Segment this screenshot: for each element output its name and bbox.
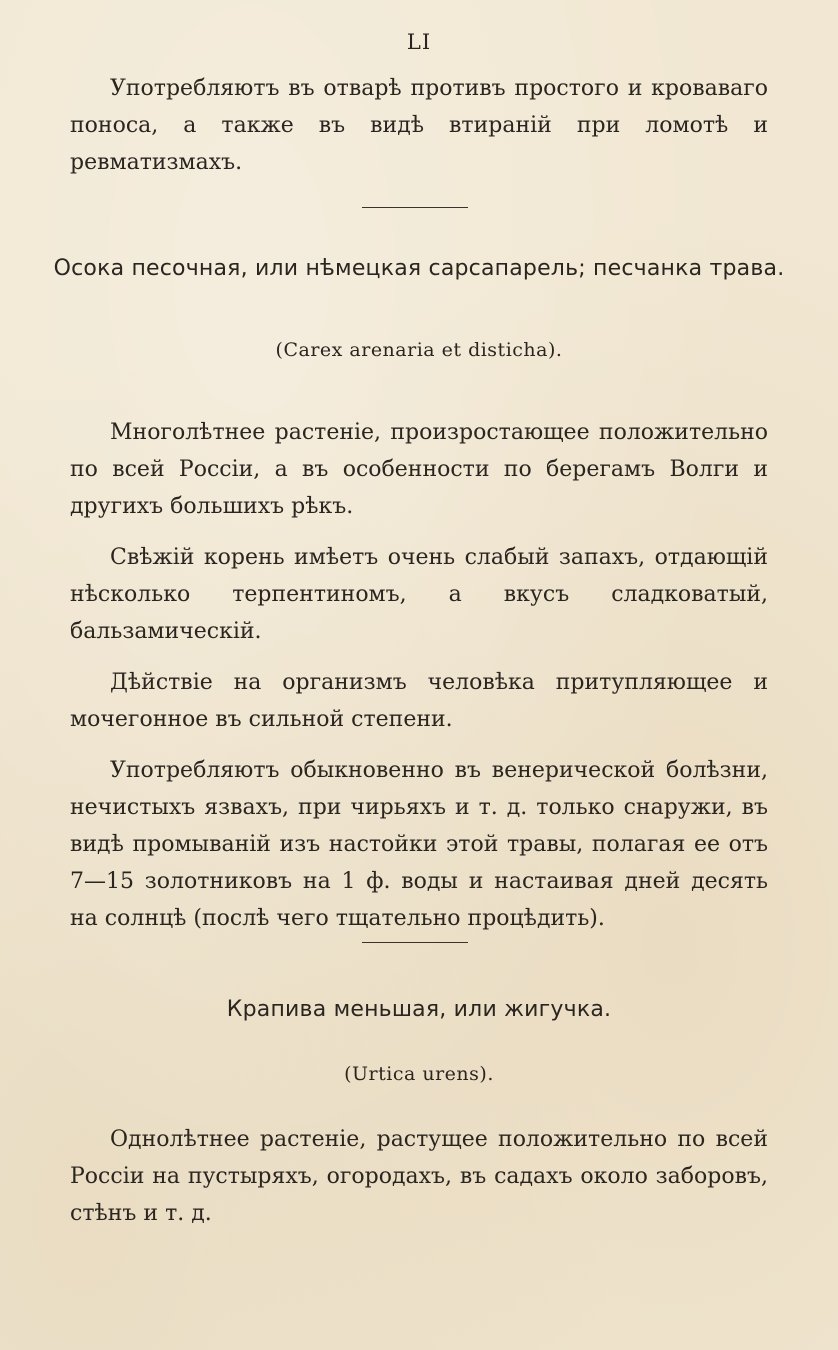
latin-name-urtica: (Urtica urens). (344, 1063, 494, 1085)
paragraph: Употребляютъ обыкновенно въ венерической болѣзни, нечистыхъ язвахъ, при чирьяхъ и т. д. только снаружи, въ видѣ промываній изъ настойки этой травы, полагая ее отъ 7—15 золотниковъ на 1 ф. воды и настаивая дней десять на солнцѣ (послѣ чего тщательно процѣдить). (70, 758, 768, 931)
section-divider (362, 207, 468, 208)
latin-name-carex: (Carex arenaria et disticha). (275, 339, 563, 361)
paragraph: Свѣжій корень имѣетъ очень слабый запахъ, отдающій нѣсколько терпентиномъ, а вкусъ сладковатый, бальзамическій. (70, 545, 768, 644)
paragraph: Дѣйствіе на организмъ человѣка притупляющее и мочегонное въ сильной степени. (70, 670, 768, 732)
section-title-carex: Осока песочная, или нѣмецкая сарсапарель; песчанка трава. (53, 256, 785, 281)
intro-paragraph-block (70, 70, 768, 181)
intro-paragraph: Употребляютъ въ отварѣ противъ простого и кроваваго поноса, а также въ видѣ втираній при ломотѣ и ревматизмахъ. (70, 76, 768, 175)
paragraph: Многолѣтнее растеніе, произростающее положительно по всей Россіи, а въ особенности по берегамъ Волги и другихъ большихъ рѣкъ. (70, 420, 768, 519)
urtica-paragraphs (70, 1121, 768, 1232)
section-divider (362, 942, 468, 943)
page-number: LI (406, 30, 432, 54)
section-title-urtica: Крапива меньшая, или жигучка. (226, 997, 612, 1022)
paragraph: Однолѣтнее растеніе, растущее положительно по всей Россіи на пустыряхъ, огородахъ, въ садахъ около заборовъ, стѣнъ и т. д. (70, 1127, 768, 1226)
carex-paragraphs (70, 414, 768, 937)
